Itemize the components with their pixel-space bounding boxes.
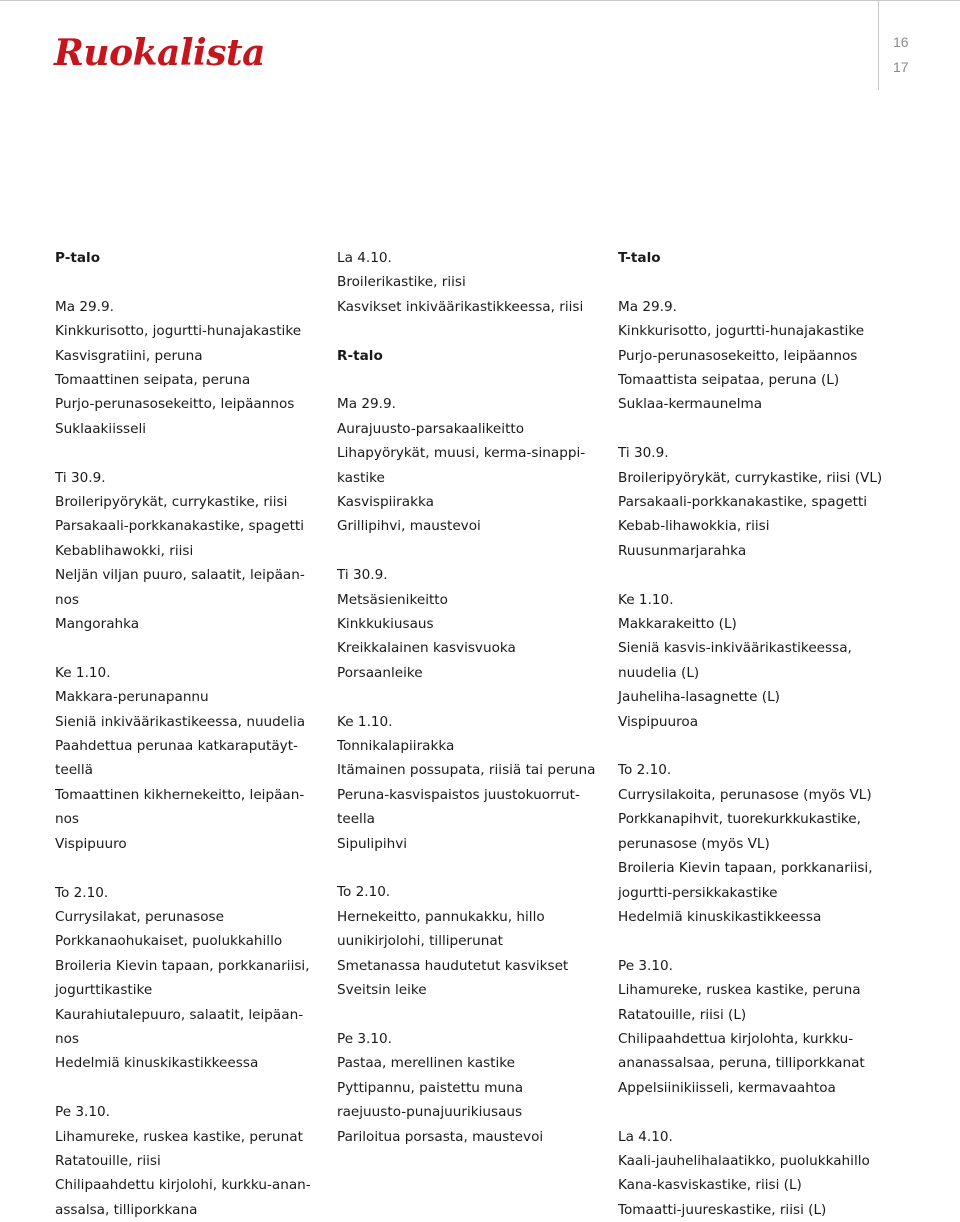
menu-item: Tonnikalapiirakka [337,738,455,755]
day-menu [618,588,880,734]
spacer [618,734,880,758]
day-menu [337,392,599,538]
spacer [337,1003,599,1027]
building-heading: T-talo [618,250,661,266]
spacer [55,1076,317,1100]
day-heading: La 4.10. [337,250,392,266]
menu-item: Parsakaali-porkkanakastike, spagetti [618,494,868,511]
menu-item: jogurtti-persikkakastike [618,884,778,901]
menu-item: Hernekeitto, pannukakku, hillo [337,908,545,925]
day-menu [337,880,599,1002]
spacer [337,685,599,709]
spacer [618,563,880,587]
menu-item: nos [55,1030,80,1047]
menu-item: teella [337,811,375,828]
day-menu [337,246,599,319]
menu-item: Hedelmiä kinuskikastikkeessa [55,1055,259,1072]
menu-item: Purjo-perunasosekeitto, leipäannos [55,396,295,413]
menu-item: Kinkkurisotto, jogurtti-hunajakastike [618,323,865,340]
day-heading: Ke 1.10. [618,591,674,608]
menu-item: uunikirjolohi, tilliperunat [337,933,503,950]
page-number-left: 16 [893,34,909,50]
menu-item: Kebablihawokki, riisi [55,542,194,559]
day-menu [55,295,317,441]
menu-item: Sipulipihvi [337,835,408,852]
page-divider-line [878,0,879,90]
menu-item: Grillipihvi, maustevoi [337,518,481,535]
day-menu [55,661,317,856]
day-heading: To 2.10. [55,884,109,901]
menu-item: Kaali-jauhelihalaatikko, puolukkahillo [618,1152,870,1169]
menu-column-p-talo [55,246,317,1222]
day-heading: Pe 3.10. [337,1030,392,1047]
spacer [55,636,317,660]
building-heading: R-talo [337,347,383,364]
day-heading: La 4.10. [618,1128,673,1145]
menu-item: Makkarakeitto (L) [618,616,737,633]
day-heading: Ke 1.10. [55,664,111,681]
menu-item: Makkara-perunapannu [55,689,209,706]
menu-item: Ruusunmarjarahka [618,542,747,559]
menu-item: Jauheliha-lasagnette (L) [618,689,780,706]
day-menu [618,954,880,1100]
spacer [337,368,599,392]
menu-item: assalsa, tilliporkkana [55,1201,198,1218]
menu-item: Neljän viljan puuro, salaatit, leipäan- [55,567,305,584]
menu-item: Currysilakat, perunasose [55,908,224,925]
spacer [55,441,317,465]
menu-item: Broileria Kievin tapaan, porkkanariisi, [618,860,873,877]
menu-item: Metsäsienikeitto [337,591,448,608]
day-menu [618,1125,880,1222]
menu-item: Pyttipannu, paistettu muna [337,1079,524,1096]
menu-item: Kana-kasviskastike, riisi (L) [618,1177,802,1194]
spacer [337,856,599,880]
day-menu [337,563,599,685]
day-heading: Ma 29.9. [55,298,114,315]
menu-item: Pariloitua porsasta, maustevoi [337,1128,544,1145]
menu-item: Broilerikastike, riisi [337,274,466,291]
day-heading: Pe 3.10. [618,957,673,974]
menu-item: Sveitsin leike [337,982,427,999]
menu-item: Ratatouille, riisi [55,1152,161,1169]
menu-item: Porsaanleike [337,664,423,681]
spacer [55,270,317,294]
day-menu [618,295,880,417]
page-title: Ruokalista [54,32,265,74]
menu-item: Sieniä kasvis-inkiväärikastikeessa, [618,640,852,657]
menu-item: teellä [55,762,93,779]
building-heading: P-talo [55,250,101,266]
day-heading: Ma 29.9. [337,396,396,413]
menu-item: raejuusto-punajuurikiusaus [337,1104,523,1121]
day-menu [337,710,599,856]
menu-item: Kasvisgratiini, peruna [55,347,203,364]
day-heading: Ma 29.9. [618,298,677,315]
menu-item: nos [55,591,80,608]
menu-item: Lihamureke, ruskea kastike, peruna [618,982,861,999]
spacer [618,1100,880,1124]
menu-item: Vispipuuro [55,835,127,852]
menu-item: Tomaattinen kikhernekeitto, leipäan- [55,786,305,803]
menu-item: kastike [337,469,385,486]
day-heading: Pe 3.10. [55,1104,110,1121]
menu-item: Broileripyörykät, currykastike, riisi [55,494,288,511]
menu-item: jogurttikastike [55,982,153,999]
menu-item: Sieniä inkiväärikastikeessa, nuudelia [55,713,306,730]
menu-item: Broileripyörykät, currykastike, riisi (VL) [618,469,883,486]
menu-item: Mangorahka [55,616,140,633]
menu-item: Paahdettua perunaa katkaraputäyt- [55,738,298,755]
menu-column-r-talo [337,246,599,1149]
day-heading: Ti 30.9. [337,567,388,584]
menu-item: Chilipaahdettu kirjolohi, kurkku-anan- [55,1177,311,1194]
menu-item: Currysilakoita, perunasose (myös VL) [618,786,872,803]
day-menu [618,758,880,929]
menu-item: Kasvikset inkiväärikastikkeessa, riisi [337,298,584,315]
menu-item: Tomaattista seipataa, peruna (L) [618,372,840,389]
menu-item: Tomaattinen seipata, peruna [55,372,251,389]
menu-item: Purjo-perunasosekeitto, leipäannos [618,347,858,364]
menu-item: Kinkkurisotto, jogurtti-hunajakastike [55,323,302,340]
spacer [337,319,599,343]
page-number-right: 17 [893,59,909,75]
menu-item: Lihamureke, ruskea kastike, perunat [55,1128,303,1145]
menu-item: Kebab-lihawokkia, riisi [618,518,770,535]
menu-item: Kreikkalainen kasvisvuoka [337,640,516,657]
day-menu [337,1027,599,1149]
menu-item: Chilipaahdettua kirjolohta, kurkku- [618,1030,854,1047]
menu-item: Tomaatti-juureskastike, riisi (L) [618,1201,827,1218]
menu-item: nuudelia (L) [618,664,700,681]
menu-item: Porkkanaohukaiset, puolukkahillo [55,933,283,950]
menu-item: Broileria Kievin tapaan, porkkanariisi, [55,957,310,974]
menu-column-t-talo [618,246,883,1222]
spacer [618,270,880,294]
menu-item: ananassalsaa, peruna, tilliporkkanat [618,1055,865,1072]
menu-item: Pastaa, merellinen kastike [337,1055,516,1072]
menu-item: Aurajuusto-parsakaalikeitto [337,420,525,437]
spacer [618,929,880,953]
menu-item: Porkkanapihvit, tuorekurkkukastike, [618,811,861,828]
menu-item: Appelsiinikiisseli, kermavaahtoa [618,1079,836,1096]
page-numbers [893,30,909,80]
menu-item: Suklaa-kermaunelma [618,396,763,413]
menu-item: nos [55,811,80,828]
day-menu [618,441,883,563]
menu-item: perunasose (myös VL) [618,835,770,852]
menu-item: Lihapyörykät, muusi, kerma-sinappi- [337,445,586,462]
day-heading: Ti 30.9. [618,445,669,462]
menu-item: Parsakaali-porkkanakastike, spagetti [55,518,305,535]
day-heading: Ti 30.9. [55,469,106,486]
day-heading: To 2.10. [337,884,391,901]
menu-item: Peruna-kasvispaistos juustokuorrut- [337,786,580,803]
menu-item: Smetanassa haudutetut kasvikset [337,957,569,974]
menu-item: Kaurahiutalepuuro, salaatit, leipäan- [55,1006,304,1023]
menu-item: Ratatouille, riisi (L) [618,1006,747,1023]
menu-item: Itämainen possupata, riisiä tai peruna [337,762,596,779]
menu-item: Kasvispiirakka [337,494,434,511]
menu-item: Vispipuuroa [618,713,699,730]
menu-item: Kinkkukiusaus [337,616,434,633]
menu-item: Suklaakiisseli [55,420,147,437]
menu-item: Hedelmiä kinuskikastikkeessa [618,908,822,925]
spacer [337,539,599,563]
day-menu [55,881,317,1076]
spacer [55,856,317,880]
day-heading: To 2.10. [618,762,672,779]
day-menu [55,1100,317,1222]
spacer [618,417,880,441]
day-heading: Ke 1.10. [337,713,393,730]
top-rule [0,0,960,1]
day-menu [55,466,317,637]
